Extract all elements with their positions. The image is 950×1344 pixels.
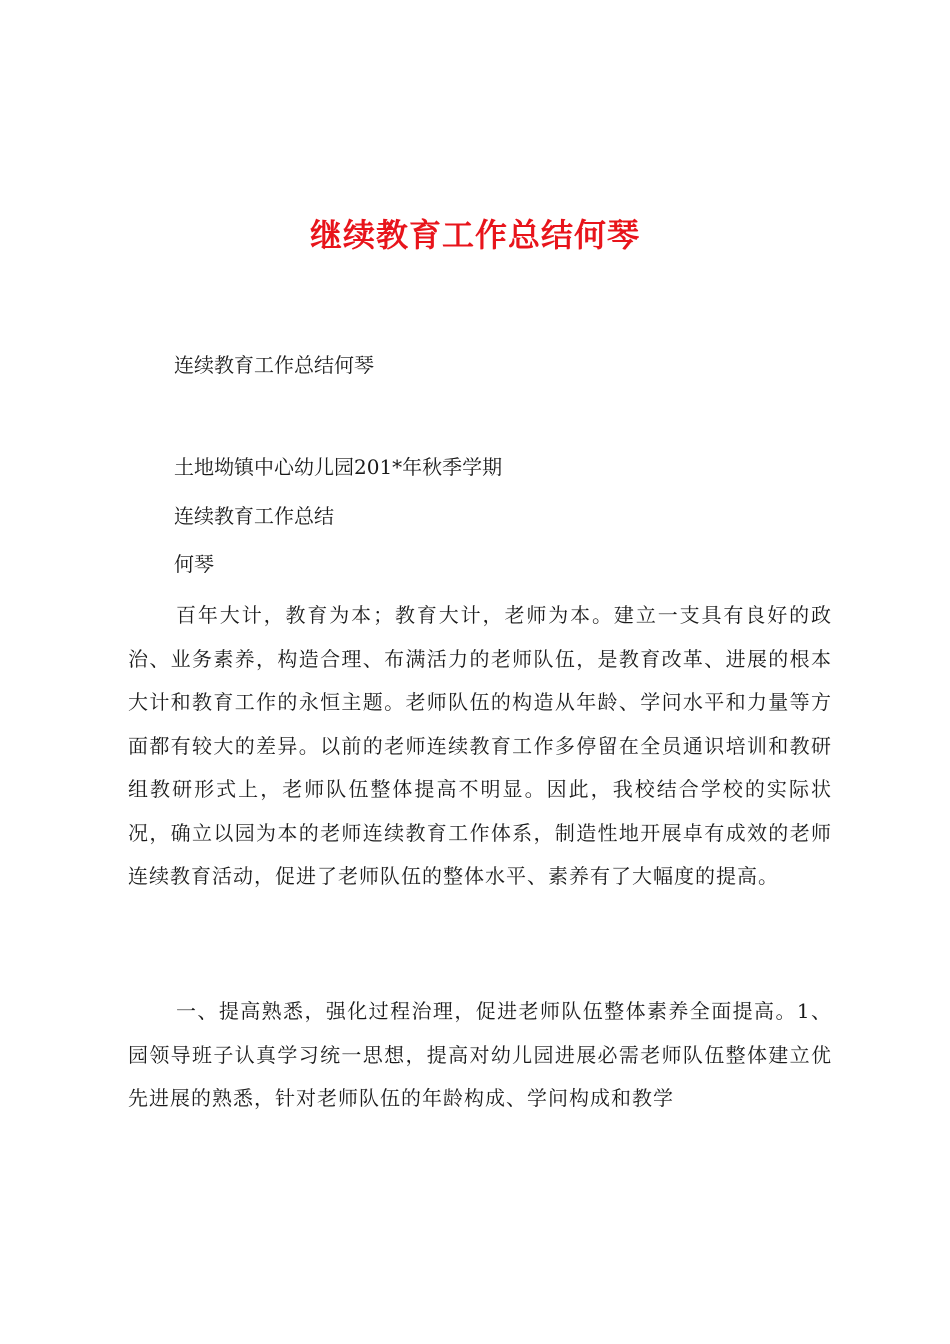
body-paragraph: 一、提高熟悉，强化过程治理，促进老师队伍整体素养全面提高。1、园领导班子认真学习统一思想，提高对幼儿园进展必需老师队伍整体建立优先进展的熟悉，针对老师队伍的年龄构成、学问构成和教学 xyxy=(128,999,832,1110)
document-title: 继续教育工作总结何琴 xyxy=(309,216,640,254)
author-line: 何琴 xyxy=(174,552,214,576)
school-term-line: 土地坳镇中心幼儿园201*年秋季学期 xyxy=(174,455,503,479)
summary-heading-line: 连续教育工作总结 xyxy=(174,504,334,528)
subtitle-line: 连续教育工作总结何琴 xyxy=(174,353,374,377)
body-paragraph: 百年大计，教育为本；教育大计，老师为本。建立一支具有良好的政治、业务素养，构造合理、布满活力的老师队伍，是教育改革、进展的根本大计和教育工作的永恒主题。老师队伍的构造从年龄、学问水平和力量等方面都有较大的差异。以前的老师连续教育工作多停留在全员通识培训和教研组教研形式上，老师队伍整体提高不明显。因此，我校结合学校的实际状况，确立以园为本的老师连续教育工作体系，制造性地开展卓有成效的老师连续教育活动，促进了老师队伍的整体水平、素养有了大幅度的提高。 xyxy=(128,603,832,888)
